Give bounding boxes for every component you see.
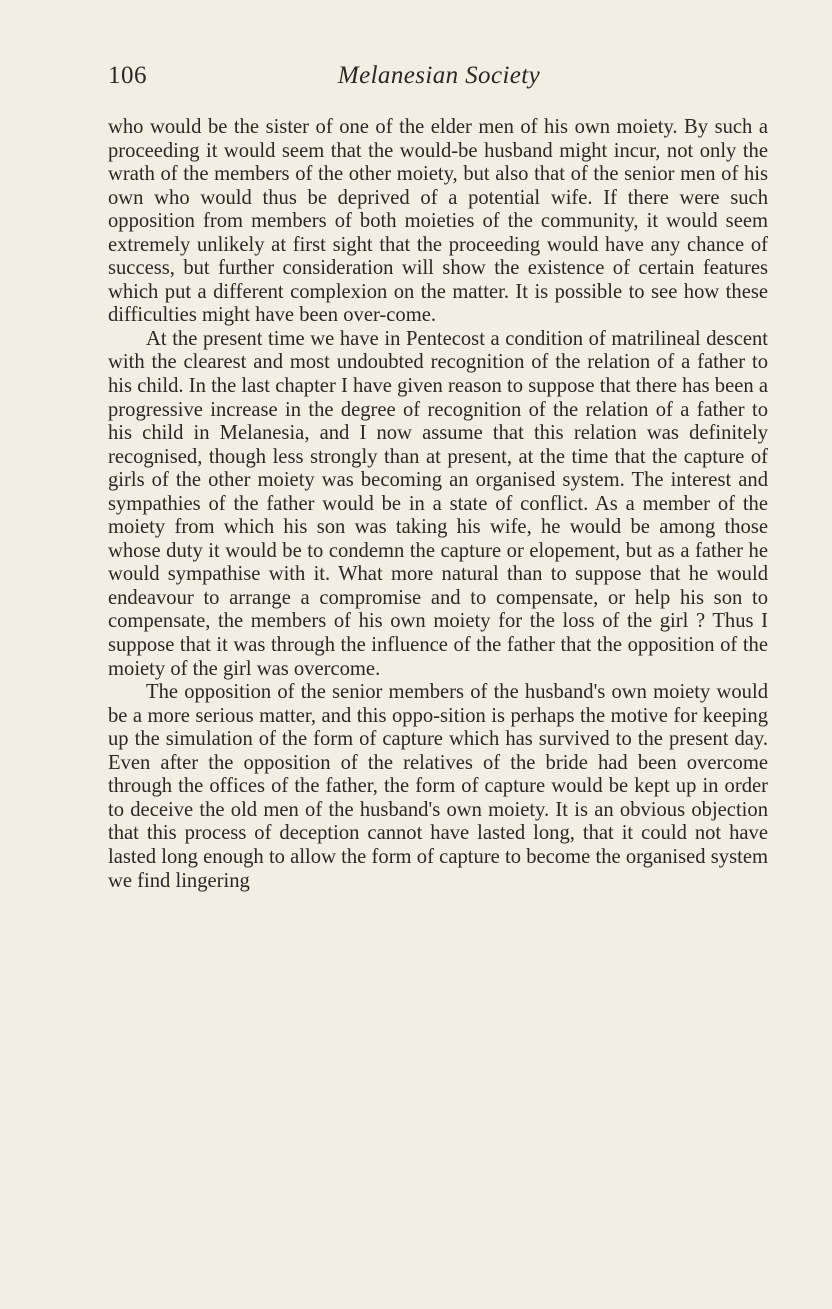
running-title: Melanesian Society (337, 62, 541, 89)
paragraph-continued: who would be the sister of one of the elder men of his own moiety. By such a proceeding it would seem that the would-be husband might incur, not only the wrath of the members of the other moiety, but also that of the senior men of his own who would thus be deprived of a potential wife. If there were such opposition from members of both moieties of the community, it would seem extremely unlikely at first sight that the proceeding would have any chance of success, but further consideration will show the existence of certain features which put a different complexion on the matter. It is possible to see how these difficulties might have been over-come. (108, 116, 768, 327)
page-number: 106 (108, 62, 147, 89)
body-text (108, 116, 768, 893)
paragraph-opposition-senior-members: The opposition of the senior members of the husband's own moiety would be a more serious matter, and this oppo-sition is perhaps the motive for keeping up the simulation of the form of capture which has survived to the present day. Even after the opposition of the relatives of the bride had been overcome through the offices of the father, the form of capture would be kept up in order to deceive the old men of the husband's own moiety. It is an obvious objection that this process of deception cannot have lasted long, that it could not have lasted long enough to allow the form of capture to become the organised system we find lingering (108, 681, 768, 892)
paragraph-pentecost-descent: At the present time we have in Pentecost a condition of matrilineal descent with the clearest and most undoubted recognition of the relation of a father to his child. In the last chapter I have given reason to suppose that there has been a progressive increase in the degree of recognition of the relation of a father to his child in Melanesia, and I now assume that this relation was definitely recognised, though less strongly than at present, at the time that the capture of girls of the other moiety was becoming an organised system. The interest and sympathies of the father would be in a state of conflict. As a member of the moiety from which his son was taking his wife, he would be among those whose duty it would be to condemn the capture or elopement, but as a father he would sympathise with it. What more natural than to suppose that he would endeavour to arrange a compromise and to compensate, or help his son to compensate, the members of his own moiety for the loss of the girl ? Thus I suppose that it was through the influence of the father that the opposition of the moiety of the girl was overcome. (108, 327, 768, 680)
running-head (108, 62, 770, 102)
